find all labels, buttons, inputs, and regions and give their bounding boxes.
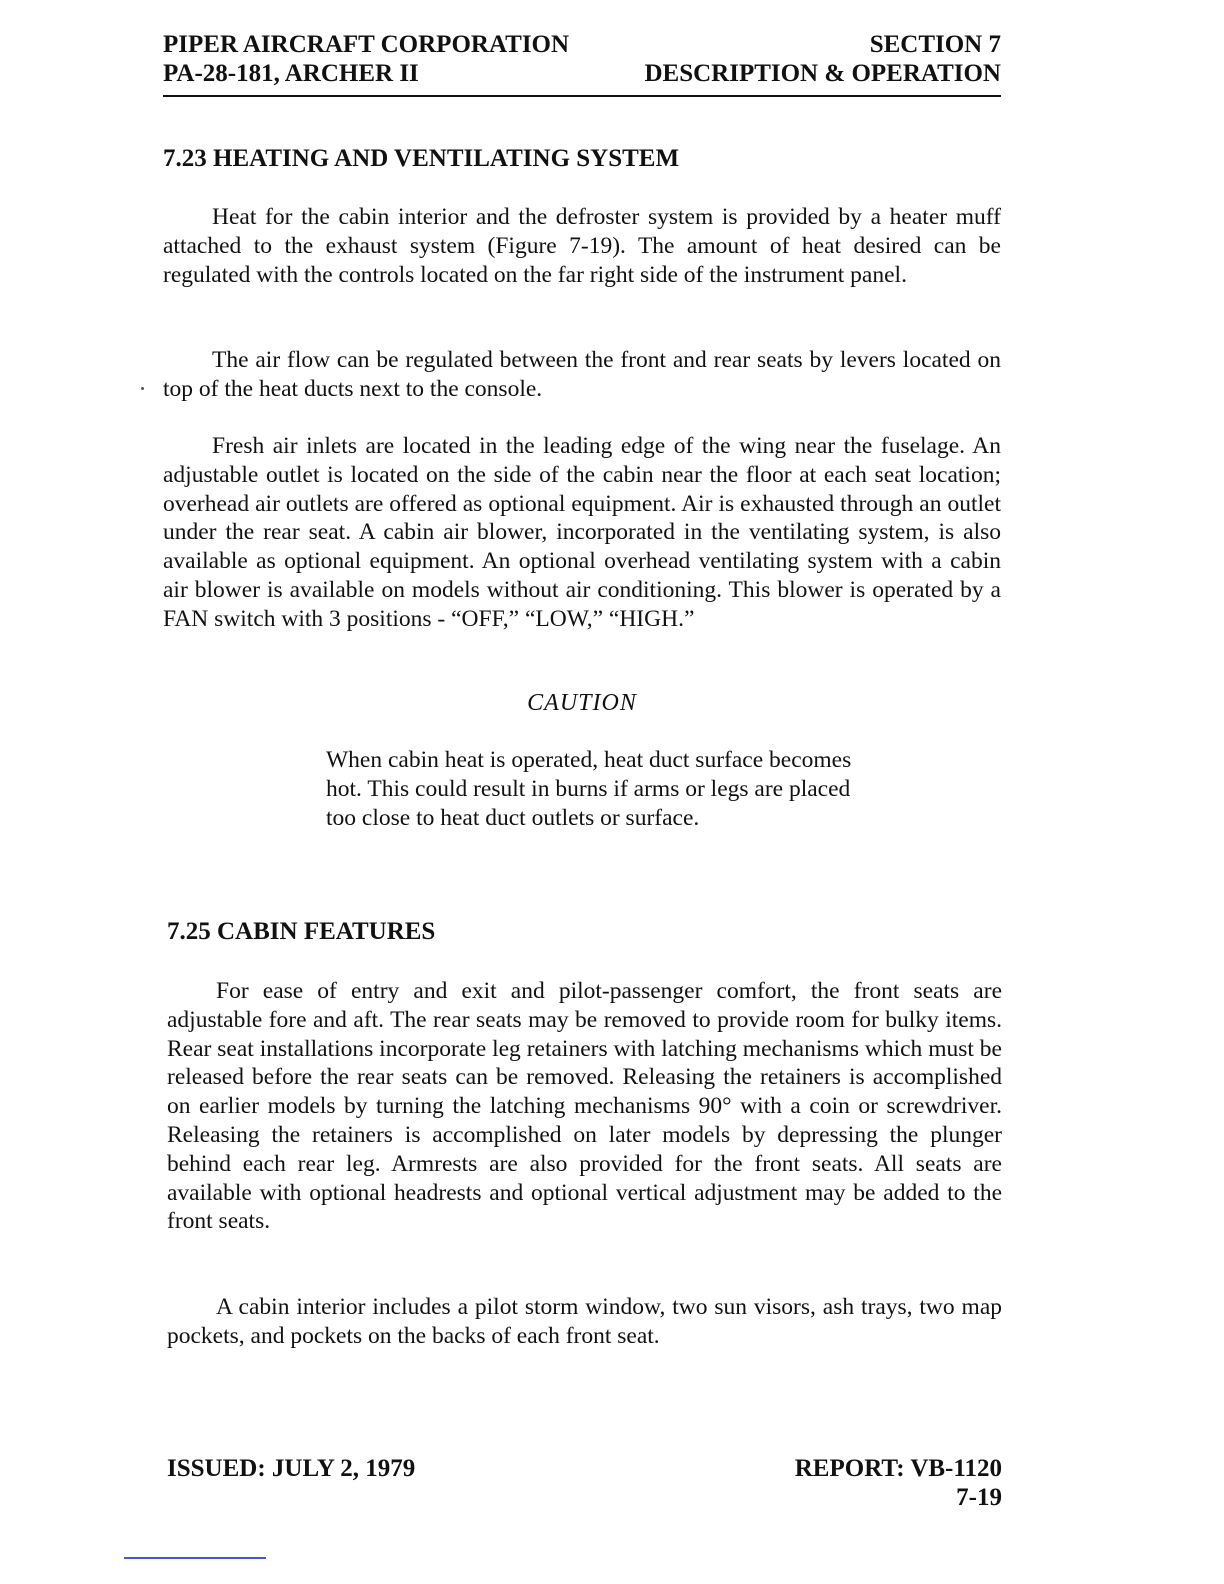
header-section-title: DESCRIPTION & OPERATION xyxy=(644,60,1001,87)
caution-text: When cabin heat is operated, heat duct surface becomes hot. This could result in burns if arms or legs are placed too close to heat duct outlets or surface. xyxy=(326,747,852,831)
heating-paragraph-3: Fresh air inlets are located in the leading edge of the wing near the fuselage. An adjustable outlet is located on the side of the cabin near the floor at each seat location; overhead air outlets are offered as optional equipment. Air is exhausted through an outlet under the rear seat. A cabin air blower, incorporated in the ventilating system, is also available as optional equipment. An optional overhead ventilating system with a cabin air blower is available on models without air conditioning. This blower is operated by a FAN switch with 3 positions - “OFF,” “LOW,” “HIGH.” xyxy=(163,433,1001,632)
header-divider xyxy=(163,95,1001,97)
page-header xyxy=(163,30,1001,88)
header-row-top xyxy=(163,30,1001,59)
footer-report xyxy=(795,1454,1002,1512)
heating-paragraph-2: The air flow can be regulated between the front and rear seats by levers located on top of the heat ducts next to the console. xyxy=(163,347,1001,402)
heading-cabin-features: 7.25 CABIN FEATURES xyxy=(167,918,436,945)
footer-page-number: 7-19 xyxy=(956,1484,1002,1511)
bottom-link-underline xyxy=(124,1557,266,1559)
cabin-paragraph-1: For ease of entry and exit and pilot-passenger comfort, the front seats are adjustable fore and aft. The rear seats may be removed to provide room for bulky items. Rear seat installations incorporate leg retainers with latching mechanisms which must be released before the rear seats can be removed. Releasing the retainers is accomplished on earlier models by turning the latching mechanisms 90° with a coin or screwdriver. Releasing the retainers is accomplished on later models by depressing the plunger behind each rear leg. Armrests are also provided for the front seats. All seats are available with optional headrests and optional vertical adjustment may be added to the front seats. xyxy=(167,978,1002,1235)
cabin-paragraph-2: A cabin interior includes a pilot storm window, two sun visors, ash trays, two map pockets, and pockets on the backs of each front seat. xyxy=(167,1294,1002,1349)
footer-issued-date: ISSUED: JULY 2, 1979 xyxy=(167,1455,416,1482)
caution-title: CAUTION xyxy=(527,690,637,716)
header-model: PA-28-181, ARCHER II xyxy=(163,60,419,87)
header-company: PIPER AIRCRAFT CORPORATION xyxy=(163,31,570,58)
margin-mark xyxy=(141,387,144,390)
heading-heating-ventilating: 7.23 HEATING AND VENTILATING SYSTEM xyxy=(163,145,680,172)
heating-paragraph-1: Heat for the cabin interior and the defroster system is provided by a heater muff attached to the exhaust system (Figure 7-19). The amount of heat desired can be regulated with the controls located on the far right side of the instrument panel. xyxy=(163,204,1001,288)
footer-report-number: REPORT: VB-1120 xyxy=(794,1455,1002,1482)
header-section: SECTION 7 xyxy=(869,31,1001,58)
header-row-bottom xyxy=(163,59,1001,88)
